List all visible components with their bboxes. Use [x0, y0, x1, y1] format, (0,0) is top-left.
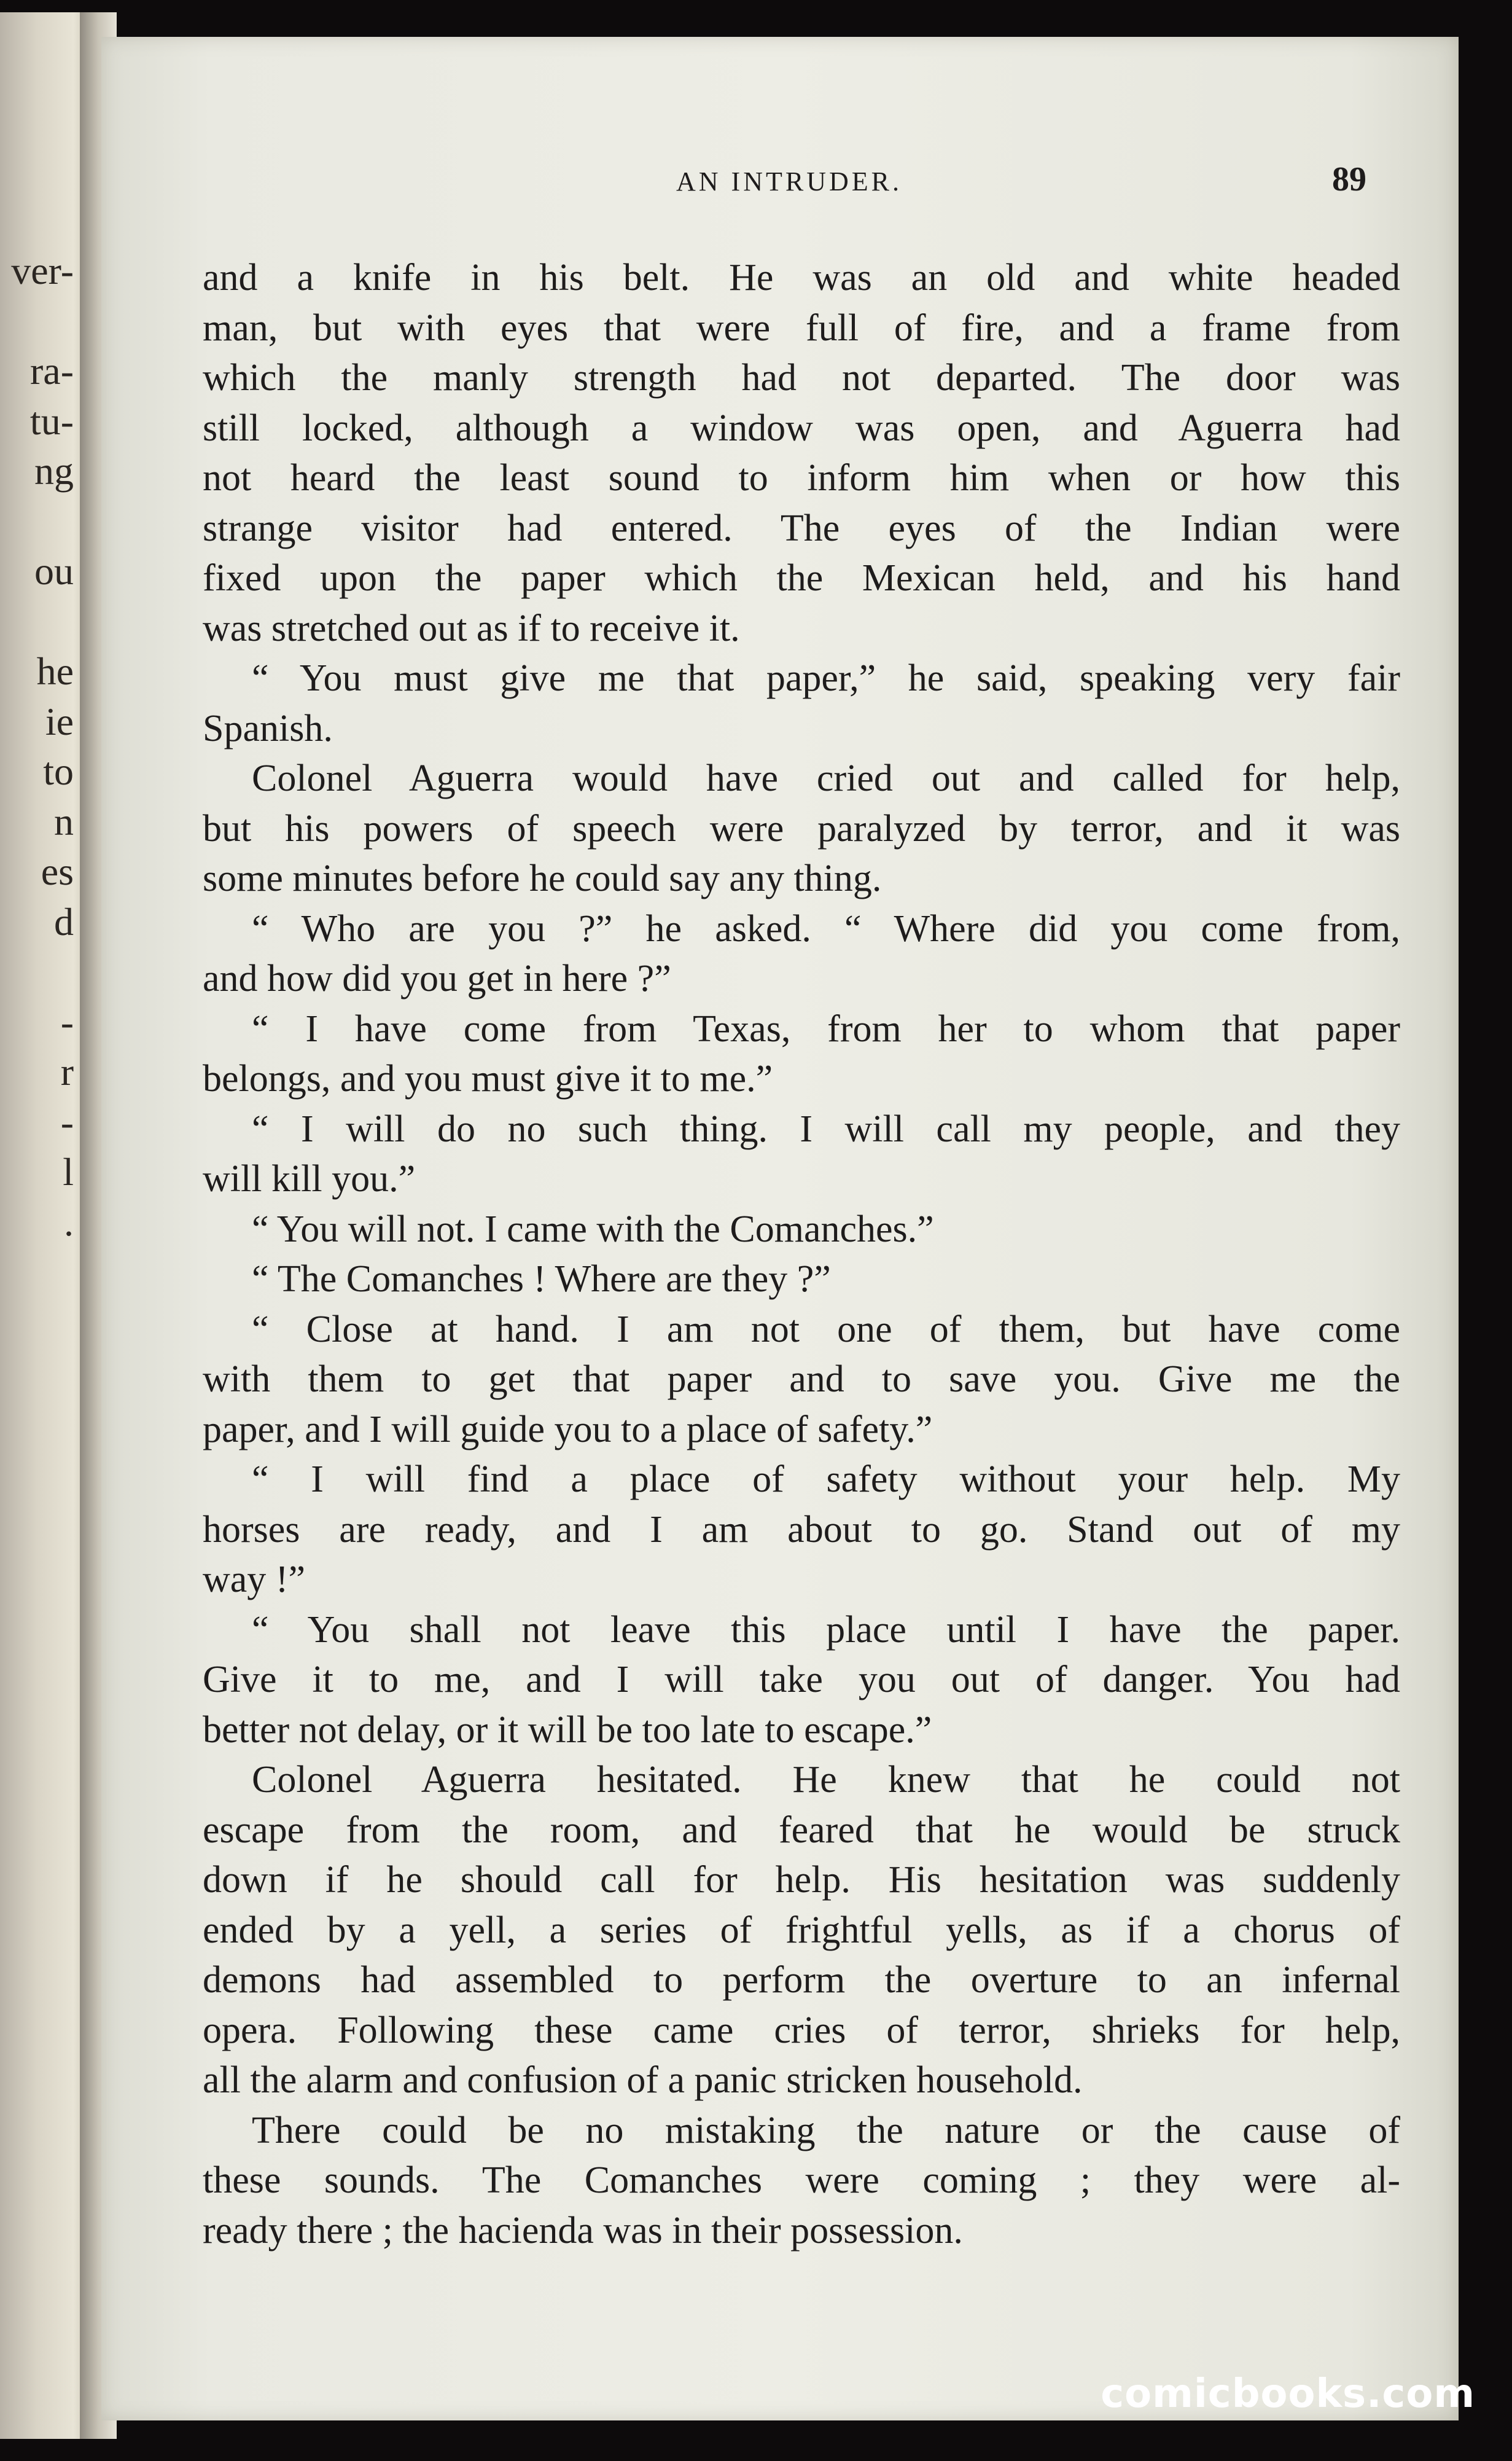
left-page-fragment: ie — [45, 699, 74, 743]
text-line: better not delay, or it will be too late to escape.” — [203, 1708, 932, 1751]
text-line: which the manly strength had not departed. The door was — [203, 357, 1400, 399]
left-page-edge — [0, 12, 92, 2439]
text-line: paper, and I will guide you to a place of safety.” — [203, 1408, 933, 1450]
text-line: ended by a yell, a series of frightful yells, as if a chorus of — [203, 1909, 1400, 1951]
text-line: some minutes before he could say any thing. — [203, 858, 882, 899]
left-page-fragment: r — [60, 1050, 74, 1094]
text-line: but his powers of speech were paralyzed by terror, and it was — [203, 807, 1400, 850]
left-page-fragment: es — [41, 850, 74, 893]
text-line: Give it to me, and I will take you out of danger. You had — [203, 1659, 1400, 1700]
text-line: “ I have come from Texas, from her to whom that paper — [252, 1007, 1400, 1050]
left-page-fragment: ng — [34, 449, 74, 493]
text-line: will kill you.” — [203, 1158, 416, 1200]
text-line: opera. Following these came cries of terror, shrieks for help, — [203, 2009, 1400, 2051]
left-page-fragment: to — [43, 749, 74, 793]
running-head: AN INTRUDER. — [676, 166, 902, 197]
left-page-fragment: ra- — [29, 349, 74, 393]
left-page-fragment: d — [54, 899, 74, 944]
left-page-fragment: n — [54, 799, 74, 843]
text-line: “ I will find a place of safety without your help. My — [252, 1458, 1400, 1500]
text-line: and a knife in his belt. He was an old and white headed — [203, 257, 1400, 299]
left-page-fragment: . — [64, 1200, 74, 1244]
text-line: down if he should call for help. His hesitation was suddenly — [203, 1859, 1400, 1901]
page-number: 89 — [1332, 160, 1366, 198]
left-page-fragment — [0, 947, 74, 997]
text-line: and how did you get in here ?” — [203, 958, 671, 1000]
text-line: still locked, although a window was open, and Aguerra had — [203, 407, 1400, 449]
text-line: with them to get that paper and to save you. Give me the — [203, 1358, 1400, 1400]
left-page-fragment: ver- — [11, 249, 74, 292]
left-page-fragment: l — [63, 1150, 74, 1194]
text-line: Spanish. — [203, 707, 333, 749]
text-line: these sounds. The Comanches were coming ; they were al- — [203, 2159, 1400, 2201]
text-line: belongs, and you must give it to me.” — [203, 1058, 773, 1100]
left-page-fragment — [0, 496, 74, 547]
left-page-fragment: tu- — [29, 399, 74, 443]
left-page-text-fragments — [0, 246, 74, 1247]
text-line: escape from the room, and feared that he would be struck — [203, 1809, 1400, 1851]
text-line: Colonel Aguerra hesitated. He knew that he could not — [252, 1759, 1400, 1801]
site-watermark: comicbooks.com — [1101, 2371, 1475, 2417]
text-line: horses are ready, and I am about to go. Stand out of my — [203, 1508, 1400, 1551]
text-line: strange visitor had entered. The eyes of the Indian were — [203, 507, 1400, 549]
left-page-fragment: he — [36, 649, 74, 693]
text-line: “ Close at hand. I am not one of them, but have come — [252, 1308, 1400, 1350]
book-page — [101, 37, 1459, 2420]
text-line: fixed upon the paper which the Mexican held, and his hand — [203, 557, 1400, 599]
text-line: “ You must give me that paper,” he said, speaking very fair — [252, 657, 1400, 699]
left-page-fragment: ou — [34, 549, 74, 593]
text-line: all the alarm and confusion of a panic stricken household. — [203, 2059, 1083, 2101]
left-page-fragment: - — [60, 1000, 74, 1044]
text-line: not heard the least sound to inform him when or how this — [203, 457, 1400, 499]
text-line: “ I will do no such thing. I will call my people, and they — [252, 1108, 1400, 1150]
left-page-fragment — [0, 296, 74, 346]
text-line: “ The Comanches ! Where are they ?” — [252, 1258, 831, 1300]
text-line: “ Who are you ?” he asked. “ Where did you come from, — [252, 907, 1400, 950]
text-line: way !” — [203, 1559, 305, 1600]
left-page-fragment — [0, 597, 74, 647]
left-page-fragment: - — [60, 1100, 74, 1144]
text-line: was stretched out as if to receive it. — [203, 607, 740, 649]
text-line: “ You will not. I came with the Comanches.” — [252, 1208, 934, 1250]
text-line: ready there ; the hacienda was in their possession. — [203, 2209, 963, 2252]
text-line: man, but with eyes that were full of fire, and a frame from — [203, 307, 1400, 349]
body-text — [203, 253, 1400, 2256]
text-line: Colonel Aguerra would have cried out and called for help, — [252, 757, 1400, 799]
text-line: “ You shall not leave this place until I have the paper. — [252, 1608, 1400, 1651]
text-line: demons had assembled to perform the overture to an infernal — [203, 1959, 1400, 2001]
text-line: There could be no mistaking the nature or the cause of — [252, 2109, 1400, 2151]
